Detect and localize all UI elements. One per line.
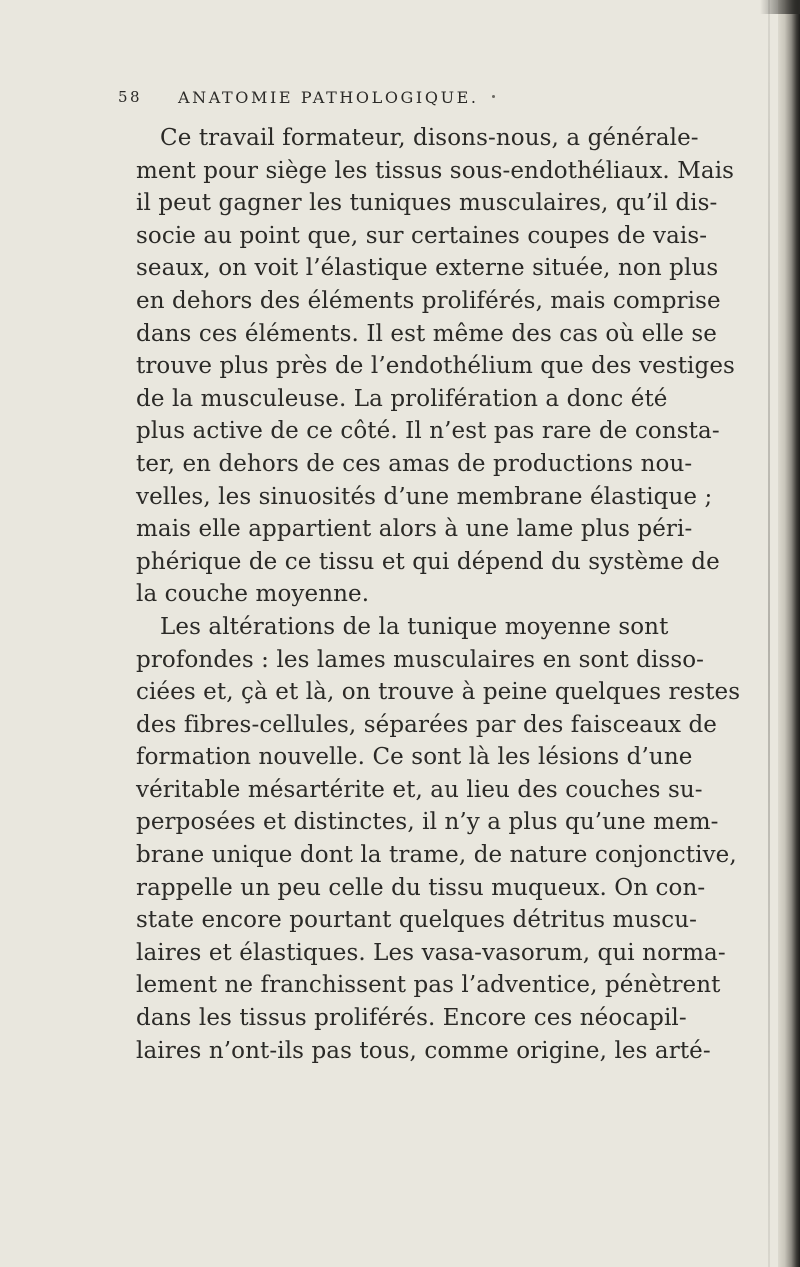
text-line: perposées et distinctes, il n’y a plus qu’une mem-: [136, 809, 719, 836]
text-line: profondes : les lames musculaires en sont disso-: [136, 646, 705, 673]
text-line: laires et élastiques. Les vasa-vasorum, qui norma-: [136, 939, 726, 966]
text-line: en dehors des éléments proliférés, mais comprise: [136, 287, 721, 314]
text-line: seaux, on voit l’élastique externe située, non plus: [136, 255, 719, 282]
text-line: rappelle un peu celle du tissu muqueux. On con-: [136, 874, 706, 901]
text-line: ciées et, çà et là, on trouve à peine quelques restes: [136, 679, 741, 706]
text-line: state encore pourtant quelques détritus muscu-: [136, 907, 698, 934]
page-fold-line: [768, 0, 770, 1267]
text-line: velles, les sinuosités d’une membrane élastique ;: [136, 483, 713, 510]
text-line: mais elle appartient alors à une lame plus péri-: [136, 516, 693, 543]
text-line: trouve plus près de l’endothélium que des vestiges: [136, 353, 735, 380]
text-line: véritable mésartérite et, au lieu des couches su-: [136, 776, 703, 803]
text-line: plus active de ce côté. Il n’est pas rare de consta-: [136, 418, 720, 445]
text-line: Ce travail formateur, disons-nous, a générale-: [160, 125, 699, 151]
text-line: de la musculeuse. La prolifération a donc été: [136, 385, 668, 412]
text-line: phérique de ce tissu et qui dépend du système de: [136, 548, 720, 575]
page-number: 58: [118, 88, 143, 106]
text-line: lement ne franchissent pas l’adventice, pénètrent: [136, 972, 721, 999]
book-binding-edge: [778, 0, 800, 1267]
text-line: Les altérations de la tunique moyenne sont: [160, 613, 669, 640]
text-line: la couche moyenne.: [136, 581, 370, 608]
text-line: socie au point que, sur certaines coupes de vais-: [136, 222, 708, 249]
running-title: ANATOMIE PATHOLOGIQUE.: [178, 88, 479, 107]
text-line: formation nouvelle. Ce sont là les lésions d’une: [136, 744, 693, 771]
page-header: [118, 88, 738, 118]
text-line: ment pour siège les tissus sous-endothéliaux. Mais: [136, 157, 735, 184]
text-line: il peut gagner les tuniques musculaires, qu’il dis-: [136, 190, 718, 217]
body-text: [136, 122, 752, 1067]
text-line: laires n’ont-ils pas tous, comme origine, les arté-: [136, 1037, 711, 1064]
text-line: des fibres-cellules, séparées par des faisceaux de: [136, 711, 718, 738]
page-corner-shadow: [760, 0, 800, 14]
text-line: dans les tissus proliférés. Encore ces néocapil-: [136, 1005, 687, 1032]
text-line: dans ces éléments. Il est même des cas où elle se: [136, 320, 718, 347]
text-line: brane unique dont la trame, de nature conjonctive,: [136, 842, 737, 869]
text-line: ter, en dehors de ces amas de productions nou-: [136, 450, 693, 477]
